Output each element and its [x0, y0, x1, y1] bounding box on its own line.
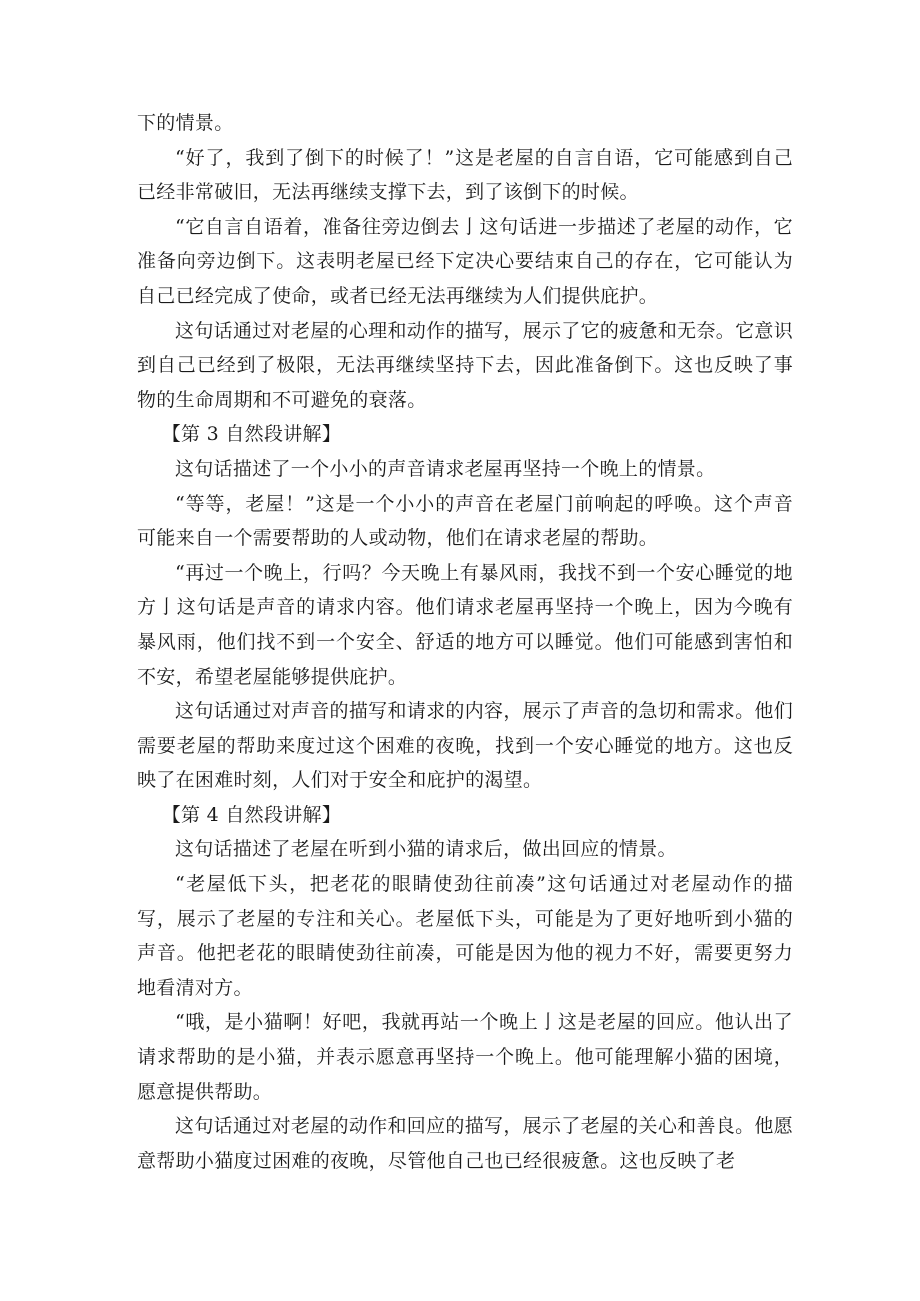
paragraph: 这句话描述了老屋在听到小猫的请求后，做出回应的情景。	[175, 838, 677, 861]
paragraph: “它自言自语着，准备往旁边倒去亅这句话进一步描述了老屋的动作，它准备向旁边倒下。这表明老屋已经下定决心要结束自己的存在，它可能认为自己已经完成了使命，或者已经无法再继续为人们提供庇护。	[137, 215, 793, 307]
document-page	[137, 106, 793, 1178]
paragraph: “等等，老屋！”这是一个小小的声音在老屋门前响起的呼唤。这个声音可能来自一个需要帮助的人或动物，他们在请求老屋的帮助。	[137, 492, 793, 550]
paragraph: 这句话通过对声音的描写和请求的内容，展示了声音的急切和需求。他们需要老屋的帮助来度过这个困难的夜晚，找到一个安心睡觉的地方。这也反映了在困难时刻，人们对于安全和庇护的渴望。	[137, 700, 793, 792]
paragraph-continuation: 下的情景。	[137, 112, 234, 134]
section-heading: 【第 3 自然段讲解】	[161, 423, 342, 446]
paragraph: 这句话通过对老屋的动作和回应的描写，展示了老屋的关心和善良。他愿意帮助小猫度过困难的夜晚，尽管他自己也已经很疲惫。这也反映了老	[137, 1115, 793, 1172]
paragraph: 这句话描述了一个小小的声音请求老屋再坚持一个晚上的情景。	[175, 457, 716, 480]
paragraph: “好了，我到了倒下的时候了！”这是老屋的自言自语，它可能感到自己已经非常破旧，无法再继续支撑下去，到了该倒下的时候。	[137, 146, 793, 204]
section-heading: 【第 4 自然段讲解】	[161, 803, 342, 826]
paragraph: “老屋低下头，把老花的眼睛使劲往前凑”这句话通过对老屋动作的描写，展示了老屋的专注和关心。老屋低下头，可能是为了更好地听到小猫的声音。他把老花的眼睛使劲往前凑，可能是因为他的视力不好，需要更努力地看清对方。	[137, 873, 793, 999]
paragraph: “哦，是小猫啊！好吧，我就再站一个晚上亅这是老屋的回应。他认出了请求帮助的是小猫，并表示愿意再坚持一个晚上。他可能理解小猫的困境，愿意提供帮助。	[137, 1011, 793, 1103]
paragraph: “再过一个晚上，行吗？今天晚上有暴风雨，我找不到一个安心睡觉的地方亅这句话是声音的请求内容。他们请求老屋再坚持一个晚上，因为今晚有暴风雨，他们找不到一个安全、舒适的地方可以睡觉。他们可能感到害怕和不安，希望老屋能够提供庇护。	[137, 561, 793, 688]
paragraph: 这句话通过对老屋的心理和动作的描写，展示了它的疲惫和无奈。它意识到自己已经到了极限，无法再继续坚持下去，因此准备倒下。这也反映了事物的生命周期和不可避免的衰落。	[137, 319, 793, 411]
